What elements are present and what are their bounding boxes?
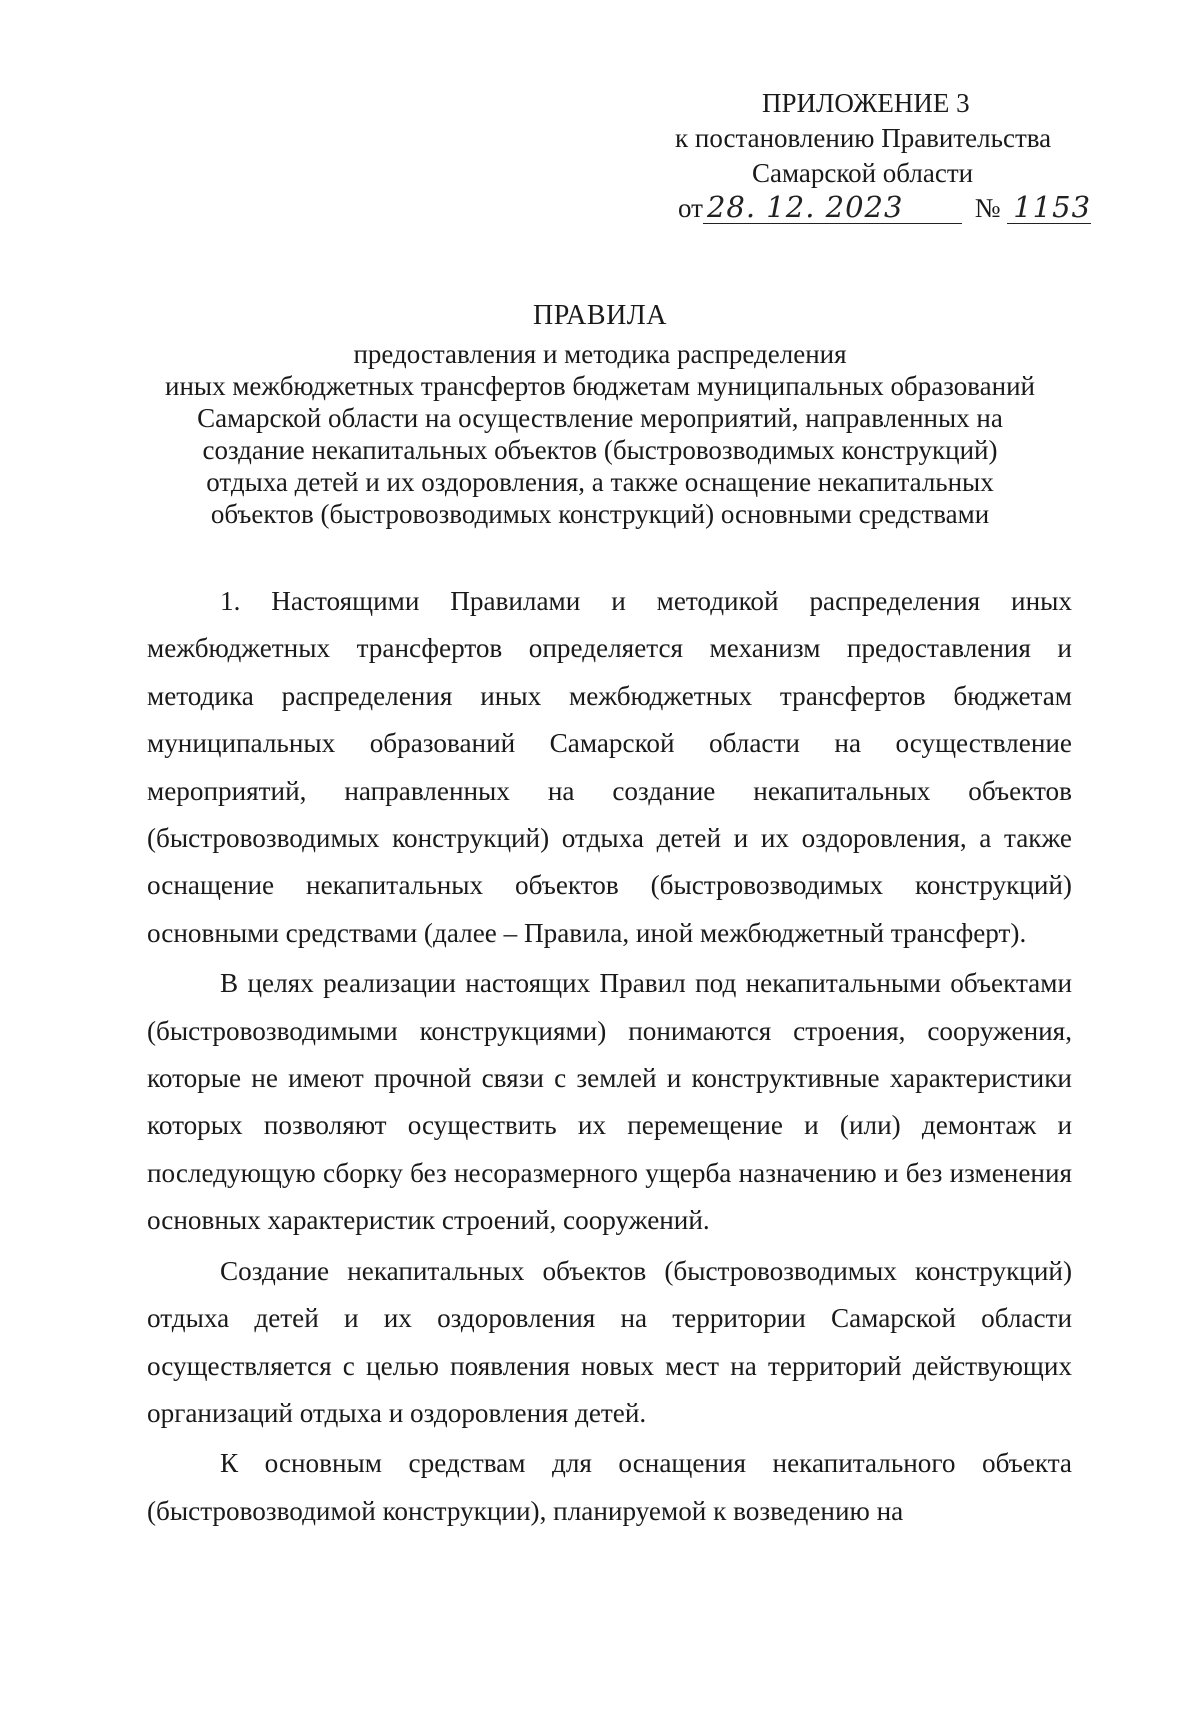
number-prefix: № bbox=[974, 193, 1001, 223]
appendix-title: ПРИЛОЖЕНИЕ 3 bbox=[762, 88, 970, 118]
body-paragraph: К основным средствам для оснащения некапитального объекта (быстровозводимой конструкции), планируемой к возведению на bbox=[147, 1448, 1072, 1526]
title-line: предоставления и методика распределения bbox=[353, 339, 847, 369]
title-line: иных межбюджетных трансфертов бюджетам муниципальных образований bbox=[165, 371, 1035, 401]
document-title-block bbox=[100, 300, 1100, 530]
title-line: отдыха детей и их оздоровления, а также оснащение некапитальных bbox=[206, 467, 994, 497]
document-heading: ПРАВИЛА bbox=[532, 300, 668, 331]
handwritten-date: 28. 12. 2023 bbox=[706, 190, 904, 224]
title-line: объектов (быстровозводимых конструкций) основными средствами bbox=[210, 499, 990, 529]
body-paragraph: В целях реализации настоящих Правил под некапитальными объектами (быстровозводимыми конструкциями) понимаются строения, сооружения, которые не имеют прочной связи с землей и конструктивные характеристики которых позволяют осуществить их перемещение и (или) демонтаж и последующую сборку без несоразмерного ущерба назначению и без изменения основных характеристик строений, сооружений. bbox=[147, 968, 1072, 1236]
body-paragraph: Создание некапитальных объектов (быстровозводимых конструкций) отдыха детей и их оздоровления на территории Самарской области осуществляется с целью появления новых мест на территорий действующих организаций отдыха и оздоровления детей. bbox=[147, 1255, 1072, 1428]
date-field bbox=[703, 192, 962, 224]
appendix-line-2: Самарской области bbox=[752, 158, 974, 188]
date-prefix: от bbox=[678, 193, 703, 223]
appendix-date-number-line bbox=[678, 191, 1091, 226]
handwritten-number: 1153 bbox=[1013, 190, 1092, 224]
body-paragraph: 1. Настоящими Правилами и методикой распределения иных межбюджетных трансфертов определяется механизм предоставления и методика распределения иных межбюджетных трансфертов бюджетам муниципальных образований Самарской области на осуществление мероприятий, направленных на создание некапитальных объектов (быстровозводимых конструкций) отдыха детей и их оздоровления, а также оснащение некапитальных объектов (быстровозводимых конструкций) основными средствами (далее – Правила, иной межбюджетный трансферт). bbox=[147, 586, 1072, 948]
number-field bbox=[1007, 192, 1091, 224]
document-body bbox=[147, 578, 1072, 1535]
title-line: создание некапитальных объектов (быстровозводимых конструкций) bbox=[202, 435, 998, 465]
title-line: Самарской области на осуществление мероприятий, направленных на bbox=[197, 403, 1003, 433]
appendix-line-1: к постановлению Правительства bbox=[675, 123, 1052, 153]
